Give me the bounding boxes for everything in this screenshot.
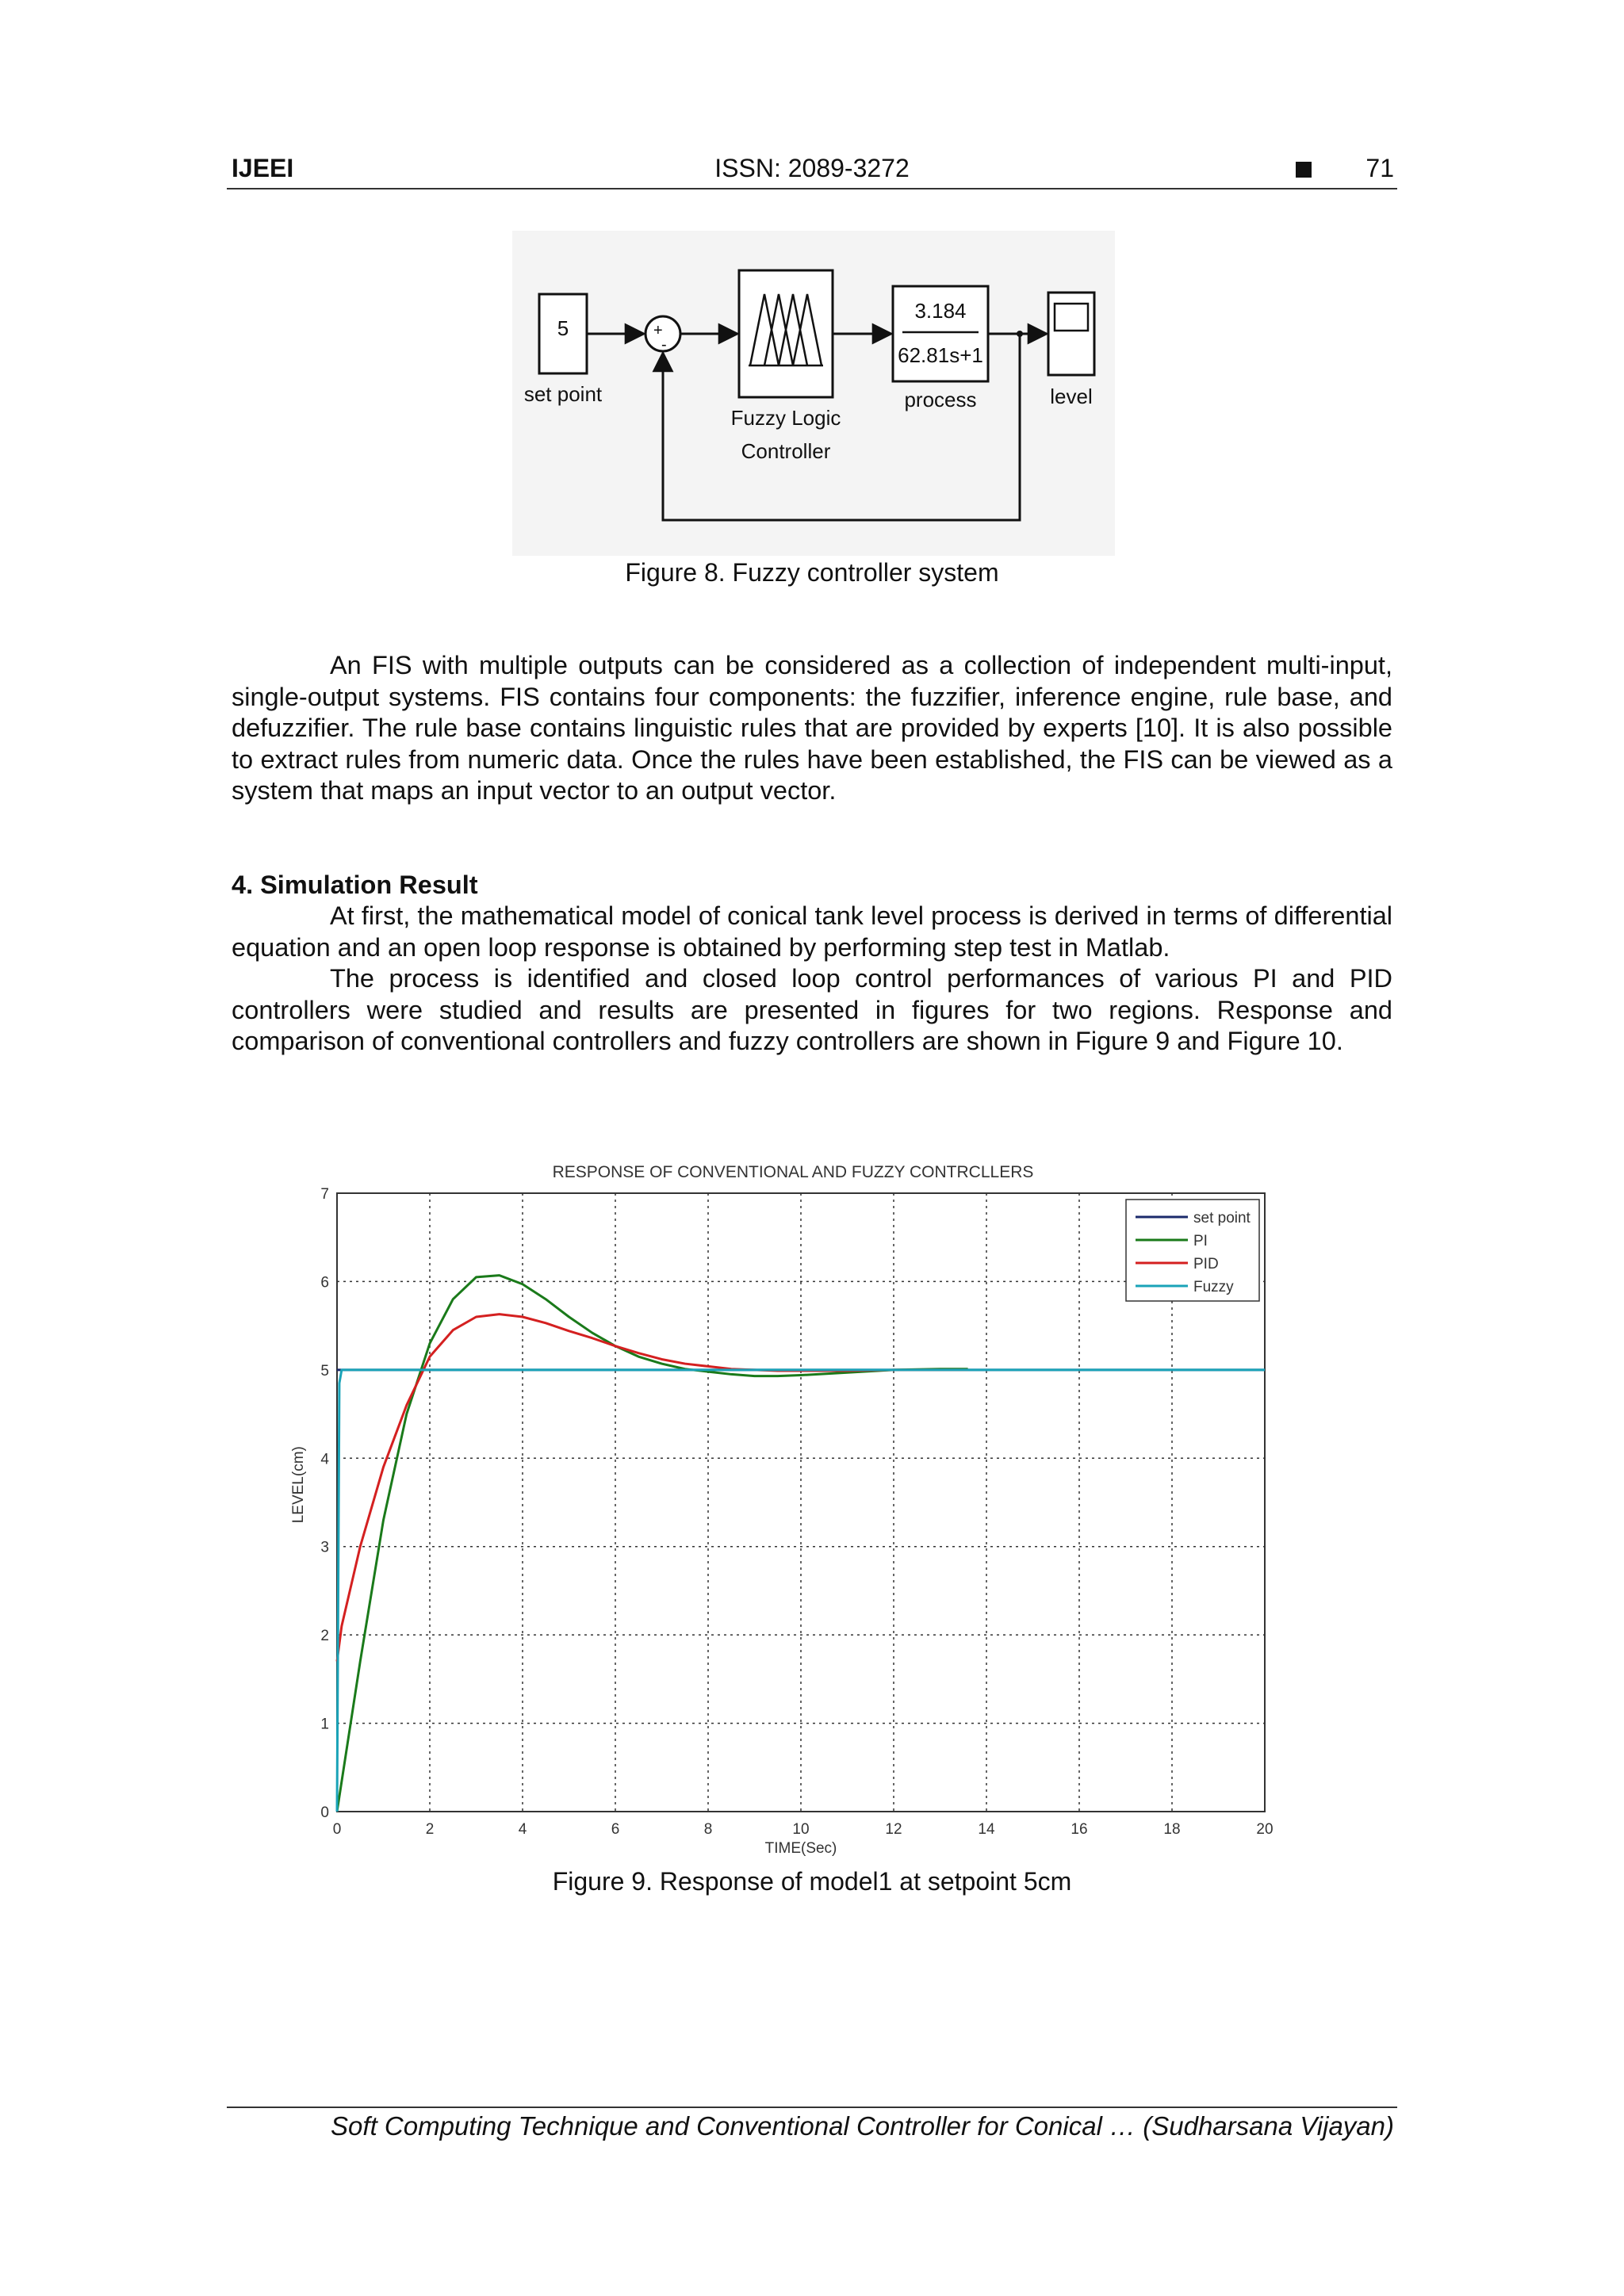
scope-label: level [1050,385,1093,408]
x-tick-label: 20 [1256,1821,1274,1838]
x-tick-label: 14 [978,1821,995,1838]
y-tick-label: 3 [320,1539,329,1556]
flc-label-line-1: Fuzzy Logic [730,406,841,430]
legend-label: set point [1193,1210,1251,1226]
figure-8-diagram [512,231,1115,556]
header-square-bullet [1296,162,1312,178]
y-tick-label: 0 [320,1804,329,1821]
x-tick-label: 12 [885,1821,902,1838]
figure-9-chart [285,1158,1316,1863]
header-rule [227,188,1397,189]
figure-9-caption: Figure 9. Response of model1 at setpoint 5cm [552,1867,1072,1896]
journal-name: IJEEI [232,154,294,182]
x-tick-label: 4 [518,1821,527,1838]
x-tick-label: 16 [1071,1821,1088,1838]
x-tick-label: 0 [332,1821,342,1838]
x-tick-label: 2 [425,1821,435,1838]
sum-minus: - [661,336,667,354]
legend-label: PI [1193,1233,1208,1249]
paragraph-fis: An FIS with multiple outputs can be considered as a collection of independent multi-input, single-output systems. FIS contains four components: the fuzzifier, inference engine, rule base, and defuzzifier. The rule base contains linguistic rules that are provided by experts [10]. It is also possible to extract rules from numeric data. Once the rules have been established, the FIS can be viewed as a system that maps an input vector to an output vector. [232,651,1392,806]
y-axis-label: LEVEL(cm) [290,1446,307,1524]
x-axis-label: TIME(Sec) [764,1840,837,1857]
issn: ISSN: 2089-3272 [714,154,910,182]
paragraph-results: The process is identified and closed loop control performances of various PI and PID controllers were studied and results are presented in figures for two regions. Response and comparison of conventional controllers and fuzzy controllers are shown in Figure 9 and Figure 10. [232,964,1392,1056]
y-tick-label: 4 [320,1451,329,1468]
y-tick-label: 6 [320,1274,329,1292]
fuzzy-controller-block-diagram [512,231,1115,556]
paragraph-model: At first, the mathematical model of conical tank level process is derived in terms of differential equation and an open loop response is obtained by performing step test in Matlab. [232,901,1392,962]
legend-label: Fuzzy [1193,1279,1234,1295]
sum-plus: + [653,322,663,339]
x-tick-label: 10 [792,1821,810,1838]
process-label: process [904,388,977,411]
section-heading: 4. Simulation Result [232,871,478,899]
x-tick-label: 18 [1163,1821,1181,1838]
y-tick-label: 1 [320,1716,329,1733]
setpoint-value: 5 [557,316,569,340]
tf-numerator: 3.184 [914,299,967,323]
running-footer: Soft Computing Technique and Conventional Controller for Conical … (Sudharsana Vijayan) [331,2111,1394,2141]
flc-label-line-2: Controller [741,439,831,463]
tf-denominator: 62.81s+1 [898,343,983,367]
legend-label: PID [1193,1256,1219,1272]
y-tick-label: 7 [320,1186,329,1203]
figure-8-caption: Figure 8. Fuzzy controller system [625,558,999,587]
chart-title: RESPONSE OF CONVENTIONAL AND FUZZY CONTRCLLERS [552,1163,1034,1181]
page-number: 71 [1365,154,1394,182]
y-tick-label: 2 [320,1628,329,1645]
setpoint-label: set point [523,382,603,406]
y-tick-label: 5 [320,1362,329,1380]
x-tick-label: 8 [703,1821,713,1838]
x-tick-label: 6 [611,1821,620,1838]
footer-rule [227,2107,1397,2108]
